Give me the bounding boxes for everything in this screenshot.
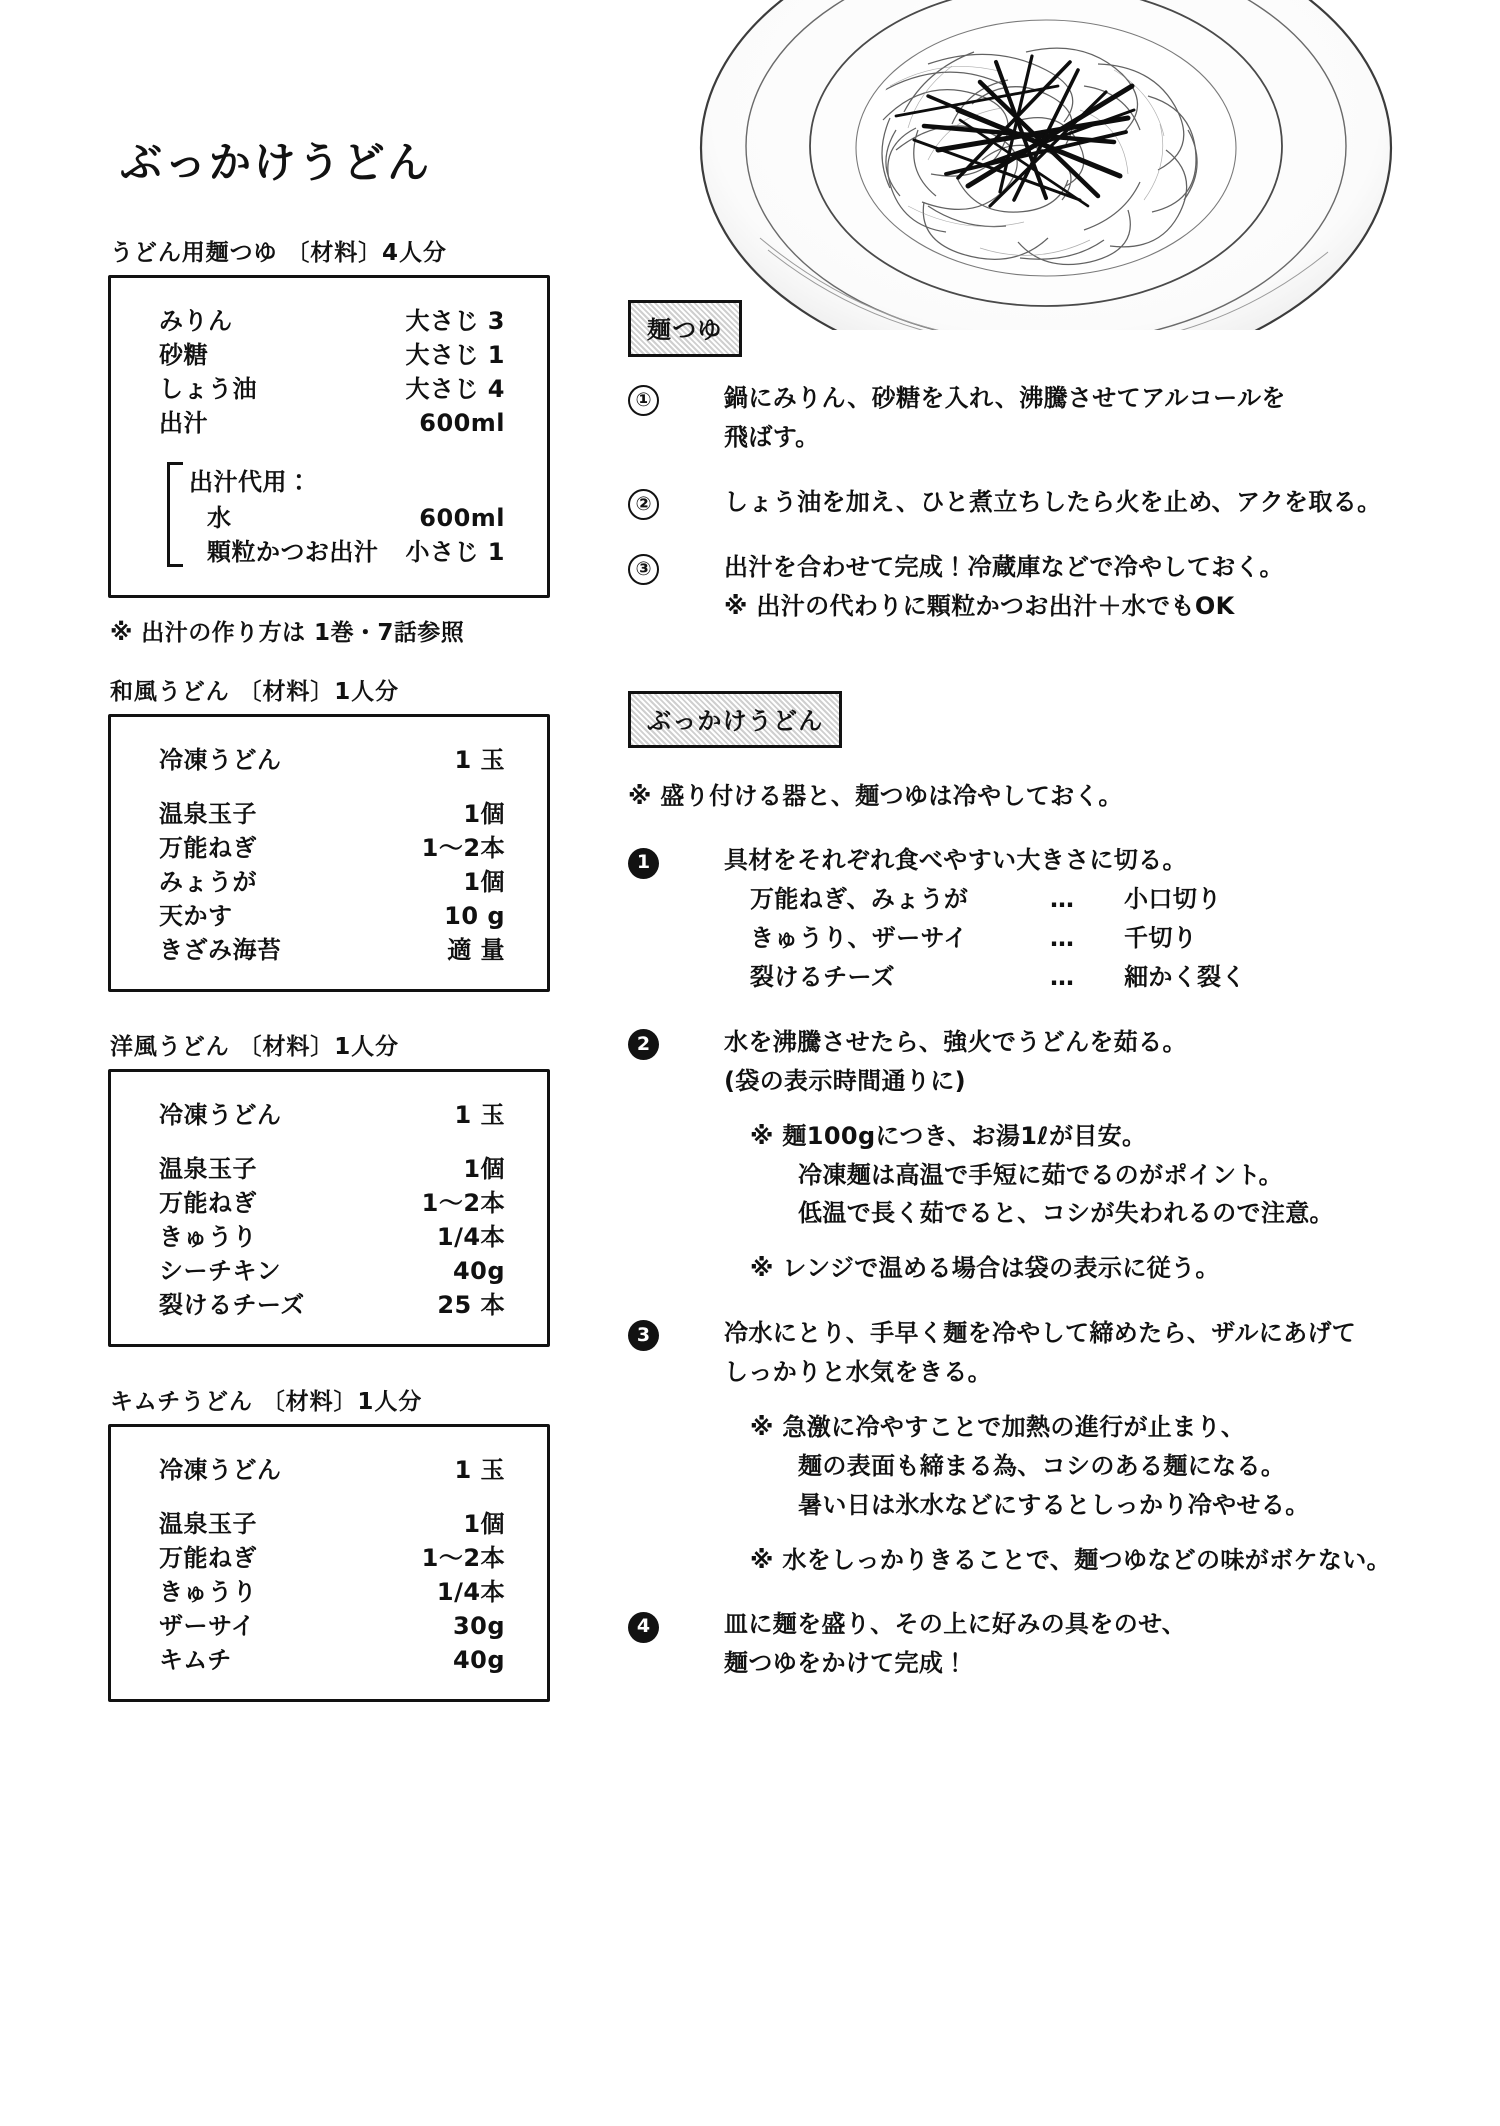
ingredient-qty: 1〜2本 [421,834,505,862]
table-row [141,372,521,406]
table-row [141,1507,521,1541]
ingredient-name: 冷凍うどん [159,746,282,774]
table-row [141,1152,521,1186]
step-note: 麺の表面も締まる為、コシのある麺になる。 [798,1451,1286,1480]
step-number-circle: ② [628,489,659,520]
ingredient-name: しょう油 [159,375,257,403]
table-row [141,1220,521,1254]
table-row [141,1186,521,1220]
ingredient-qty: 1個 [463,1155,505,1183]
table-caption-kimchi: キムチうどん 〔材料〕1人分 [110,1389,423,1415]
ingredient-name: 万能ねぎ [159,1189,257,1217]
cut-ingredient: 万能ねぎ、みょうが [750,885,969,914]
spacer [628,651,1473,691]
page-title: ぶっかけうどん [120,138,432,187]
step-number-circle: ③ [628,554,659,585]
step-note: 低温で長く茹でると、コシが失われるので注意。 [798,1199,1334,1228]
cut-instruction-row [724,958,1473,997]
ingredient-qty: 1〜2本 [421,1189,505,1217]
ingredient-name: キムチ [159,1646,232,1674]
step-note: ※ 麺100gにつき、お湯1ℓが目安。 [750,1121,1147,1150]
ingredient-name: きゅうり [159,1578,257,1606]
ingredient-qty: 1/4本 [436,1223,505,1251]
step-line: 麺つゆをかけて完成！ [724,1649,968,1678]
ingredient-box-mentsuyu [108,275,550,598]
step-mentsuyu-1 [628,379,1473,457]
step-line: (袋の表示時間通りに) [724,1066,966,1095]
ingredient-name: きざみ海苔 [159,936,282,964]
step-line: 出汁を合わせて完成！冷蔵庫などで冷やしておく。 [724,552,1284,581]
step-text [724,1605,1473,1683]
ingredient-qty: 1 玉 [454,1101,505,1129]
spacer [108,1347,578,1383]
ingredient-name: 出汁 [159,409,208,437]
ingredient-box-kimchi [108,1424,550,1702]
table-row [141,338,521,372]
table-row [189,501,521,535]
udon-bowl-illustration [628,0,1468,330]
cut-method: 小口切り [1124,885,1222,914]
table-row [141,1541,521,1575]
step-number-circle: 1 [628,848,659,879]
table-row [141,899,521,933]
ingredient-qty: 大さじ 3 [405,307,505,335]
ingredient-qty: 1個 [463,1510,505,1538]
ingredient-name: 冷凍うどん [159,1456,282,1484]
leader-dots: … [1050,885,1076,914]
table-row [141,1288,521,1322]
cut-ingredient: 裂けるチーズ [750,963,895,991]
table-row [141,1094,521,1136]
step-line: 皿に麺を盛り、その上に好みの具をのせ、 [724,1610,1187,1639]
step-number [628,841,724,878]
step-line: しっかりと水気をきる。 [724,1358,992,1386]
table-row [141,1575,521,1609]
section-tag-mentsuyu: 麺つゆ [628,300,742,357]
ingredient-name: 万能ねぎ [159,834,257,862]
ingredient-qty: 10 g [444,902,505,930]
ingredient-name: きゅうり [159,1223,257,1251]
step-udon-4 [628,1605,1473,1683]
ingredient-name: 裂けるチーズ [159,1291,305,1319]
step-note: 暑い日は氷水などにするとしっかり冷やせる。 [798,1490,1310,1519]
ingredient-qty: 1 玉 [454,746,505,774]
ingredient-qty: 小さじ 1 [405,538,505,566]
table-caption-yofu: 洋風うどん 〔材料〕1人分 [110,1034,399,1060]
step-note: ※ 水をしっかりきることで、麺つゆなどの味がボケない。 [750,1545,1391,1574]
table-row [189,535,521,569]
step-number [628,1023,724,1060]
table-caption-mentsuyu: うどん用麺つゆ 〔材料〕4人分 [110,240,447,266]
table-row [141,406,521,440]
step-number-circle: 3 [628,1320,659,1351]
step-note: 冷凍麺は高温で手短に茹でるのがポイント。 [798,1160,1284,1189]
leader-dots: … [1050,963,1076,991]
step-text [724,379,1473,457]
ingredient-qty: 1個 [463,800,505,828]
ingredient-qty: 適 量 [447,936,505,964]
step-number-circle: ① [628,385,659,416]
ingredient-box-yofu [108,1069,550,1347]
leader-dots: … [1050,924,1076,953]
step-number [628,1314,724,1351]
dashi-substitute-group [163,460,521,569]
table-row [141,304,521,338]
table-row [141,831,521,865]
ingredient-name: シーチキン [159,1257,282,1285]
ingredient-qty: 30g [452,1612,505,1640]
section-tag-bukkake-udon: ぶっかけうどん [628,691,842,748]
step-line: 具材をそれぞれ食べやすい大きさに切る。 [724,846,1187,875]
ingredient-qty: 40g [452,1257,505,1285]
table-row [141,1609,521,1643]
table-row [141,739,521,781]
step-text [724,483,1473,522]
step-number-circle: 4 [628,1612,659,1643]
ingredient-name: ザーサイ [159,1612,256,1640]
table-row [141,1643,521,1677]
step-line: 冷水にとり、手早く麺を冷やして締めたら、ザルにあげて [724,1319,1357,1348]
step-udon-2 [628,1023,1473,1288]
table-row [141,1449,521,1491]
ingredient-qty: 大さじ 1 [405,341,505,369]
table-row [141,1254,521,1288]
step-udon-1 [628,841,1473,997]
ingredient-qty: 1 玉 [454,1456,505,1484]
step-number [628,379,724,416]
ingredient-qty: 1〜2本 [421,1544,505,1572]
ingredient-box-wafu [108,714,550,992]
cut-instruction-row [724,919,1473,958]
ingredient-qty: 25 本 [437,1291,505,1319]
step-text [724,1314,1473,1579]
ingredient-qty: 600ml [419,409,505,437]
ingredient-name: 温泉玉子 [159,800,257,828]
table-row [141,865,521,899]
step-text [724,841,1473,997]
table-row [141,933,521,967]
spacer [108,992,578,1028]
step-number-circle: 2 [628,1029,659,1060]
ingredient-name: 砂糖 [159,341,208,369]
cut-ingredient: きゅうり、ザーサイ [750,924,968,953]
cut-method: 細かく裂く [1124,963,1246,991]
step-note: ※ 出汁の代わりに顆粒かつお出汁＋水でもOK [724,591,1235,620]
ingredient-name: みょうが [159,868,257,896]
ingredient-qty: 大さじ 4 [405,375,505,403]
step-text [724,548,1473,626]
step-line: 飛ばす。 [724,422,820,451]
ingredient-qty: 1個 [463,868,505,896]
bracket-spine [167,462,170,567]
instructions-column [628,300,1473,1709]
step-number [628,1605,724,1642]
ingredient-name: 冷凍うどん [159,1101,282,1129]
ingredient-qty: 600ml [419,504,505,532]
ingredient-name: 温泉玉子 [159,1510,257,1538]
cut-instruction-row [724,880,1473,919]
table-caption-wafu: 和風うどん 〔材料〕1人分 [110,679,399,705]
step-note: ※ 急激に冷やすことで加熱の進行が止まり、 [750,1412,1246,1441]
step-line: しょう油を加え、ひと煮立ちしたら火を止め、アクを取る。 [724,487,1382,516]
ingredient-name: 天かす [159,902,233,930]
step-line: 鍋にみりん、砂糖を入れ、沸騰させてアルコールを [724,384,1286,412]
step-udon-3 [628,1314,1473,1579]
ingredient-qty: 1/4本 [436,1578,505,1606]
ingredient-name: 万能ねぎ [159,1544,257,1572]
dashi-reference-note: ※ 出汁の作り方は 1巻・7話参照 [110,620,465,646]
ingredient-name: みりん [159,307,233,335]
ingredient-name: 顆粒かつお出汁 [207,538,379,566]
ingredients-column [108,96,578,1702]
ingredient-name: 温泉玉子 [159,1155,257,1183]
step-text [724,1023,1473,1288]
step-mentsuyu-2 [628,483,1473,522]
ingredient-name: 水 [207,504,232,532]
step-mentsuyu-3 [628,548,1473,626]
table-row [141,797,521,831]
step-number [628,483,724,520]
step-note: ※ レンジで温める場合は袋の表示に従う。 [750,1254,1220,1283]
ingredient-qty: 40g [452,1646,505,1674]
step-number [628,548,724,585]
cut-method: 千切り [1124,924,1198,953]
step-line: 水を沸騰させたら、強火でうどんを茹る。 [724,1027,1187,1056]
section-intro-note: ※ 盛り付ける器と、麺つゆは冷やしておく。 [628,782,1123,811]
subgroup-title: 出汁代用： [189,468,312,496]
